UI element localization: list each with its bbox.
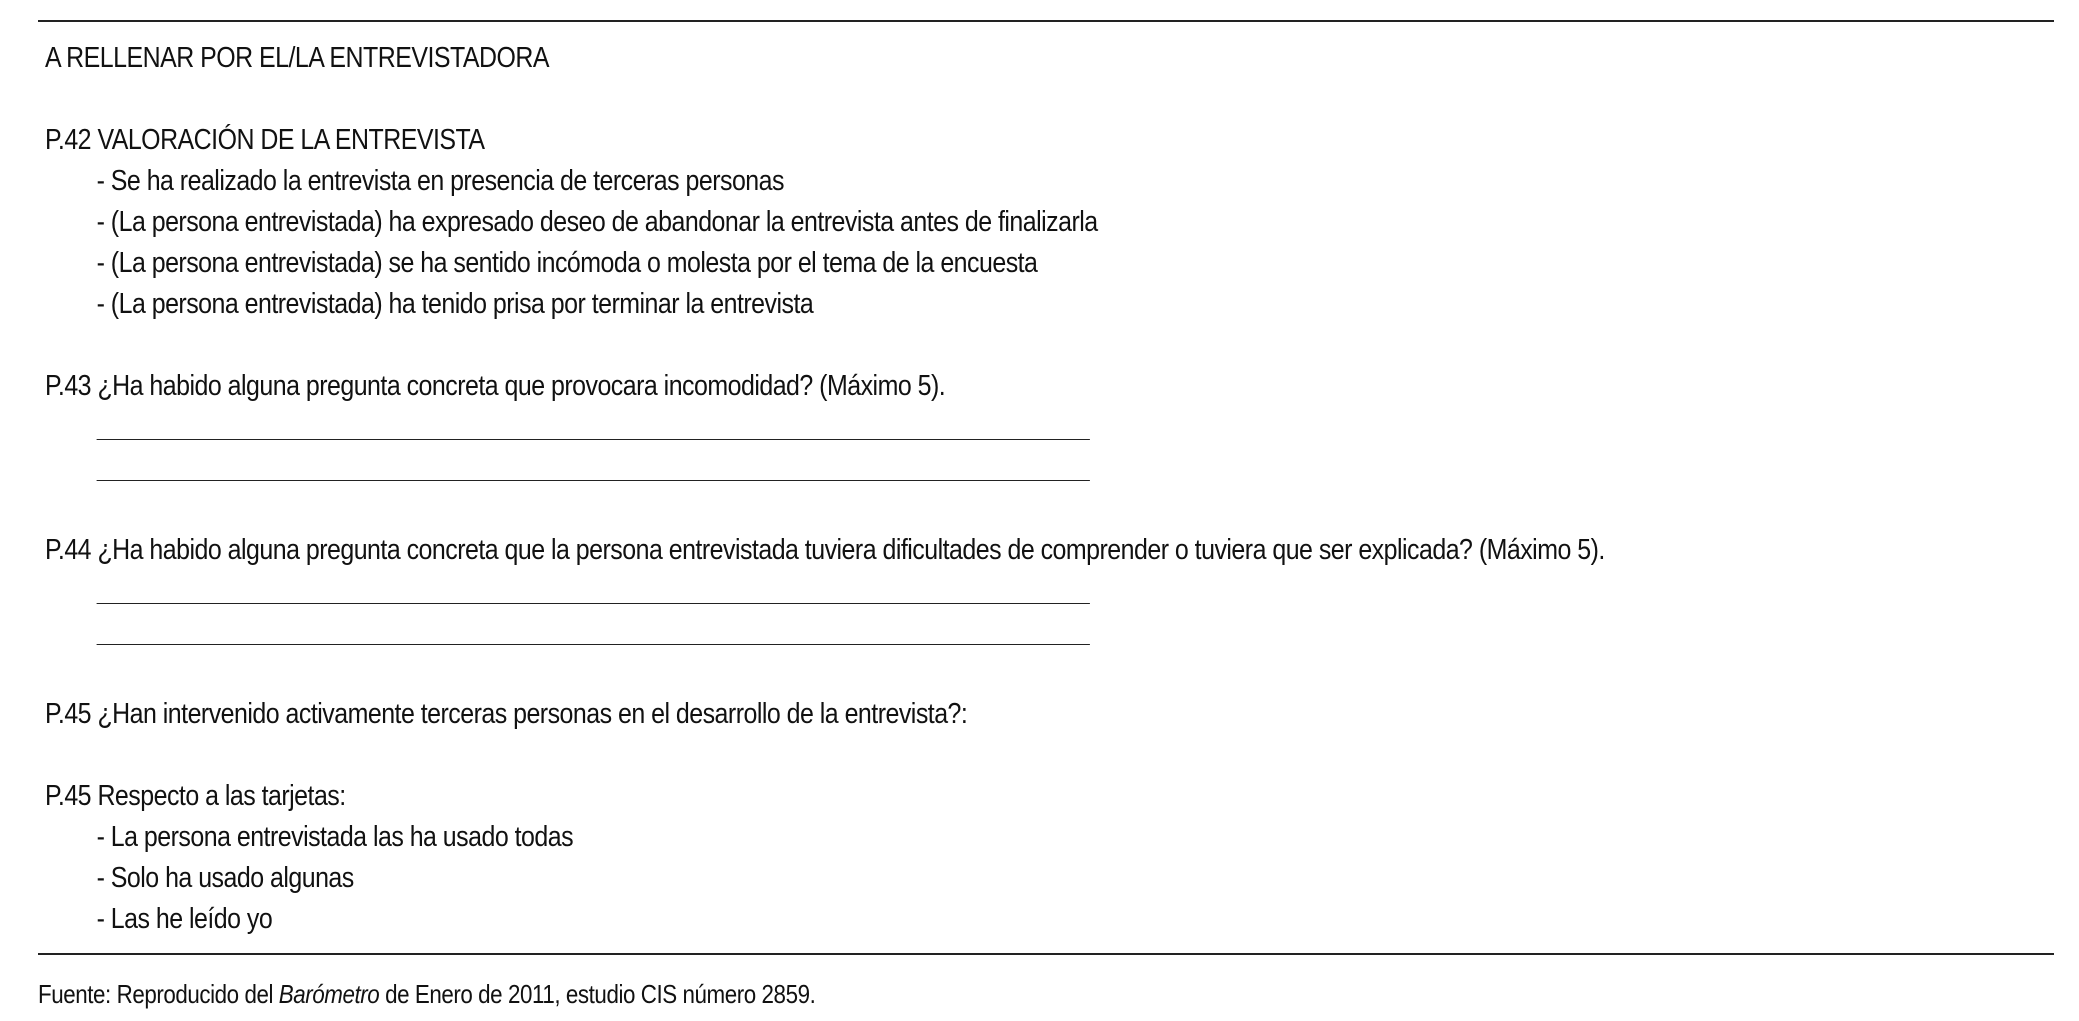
- bottom-rule: [38, 953, 2054, 955]
- source-suffix: de Enero de 2011, estudio CIS número 2859.: [379, 979, 816, 1009]
- questionnaire-section: [45, 38, 1765, 940]
- source-prefix: Fuente: Reproducido del: [38, 979, 279, 1009]
- answer-line[interactable]: [45, 612, 1765, 653]
- source-title: Barómetro: [278, 979, 380, 1009]
- answer-line[interactable]: [45, 571, 1765, 612]
- question-p45-title: P.45 ¿Han intervenido activamente terceras personas en el desarrollo de la entrevista?:: [45, 698, 968, 730]
- question-p44-title: P.44 ¿Ha habido alguna pregunta concreta que la persona entrevistada tuviera dificultades de comprender o tuviera que ser explicada? (Máximo 5).: [45, 534, 1605, 566]
- question-p45-cards-item: - Las he leído yo: [96, 903, 273, 935]
- question-p42-item: - (La persona entrevistada) se ha sentido incómoda o molesta por el tema de la encuesta: [96, 247, 1038, 279]
- question-p42-item: - (La persona entrevistada) ha expresado deseo de abandonar la entrevista antes de finalizarla: [96, 206, 1098, 238]
- question-p42-title: P.42 VALORACIÓN DE LA ENTREVISTA: [45, 124, 485, 156]
- question-p45-cards-item: - Solo ha usado algunas: [96, 862, 354, 894]
- source-note: [38, 978, 815, 1010]
- section-header: A RELLENAR POR EL/LA ENTREVISTADORA: [45, 42, 550, 74]
- question-p42-item: - Se ha realizado la entrevista en presencia de terceras personas: [96, 165, 784, 197]
- question-p45-cards-title: P.45 Respecto a las tarjetas:: [45, 780, 346, 812]
- answer-line[interactable]: [45, 407, 1765, 448]
- answer-line[interactable]: [45, 448, 1765, 489]
- top-rule: [38, 20, 2054, 22]
- question-p45-cards-item: - La persona entrevistada las ha usado todas: [96, 821, 574, 853]
- question-p42-item: - (La persona entrevistada) ha tenido prisa por terminar la entrevista: [96, 288, 814, 320]
- question-p43-title: P.43 ¿Ha habido alguna pregunta concreta que provocara incomodidad? (Máximo 5).: [45, 370, 946, 402]
